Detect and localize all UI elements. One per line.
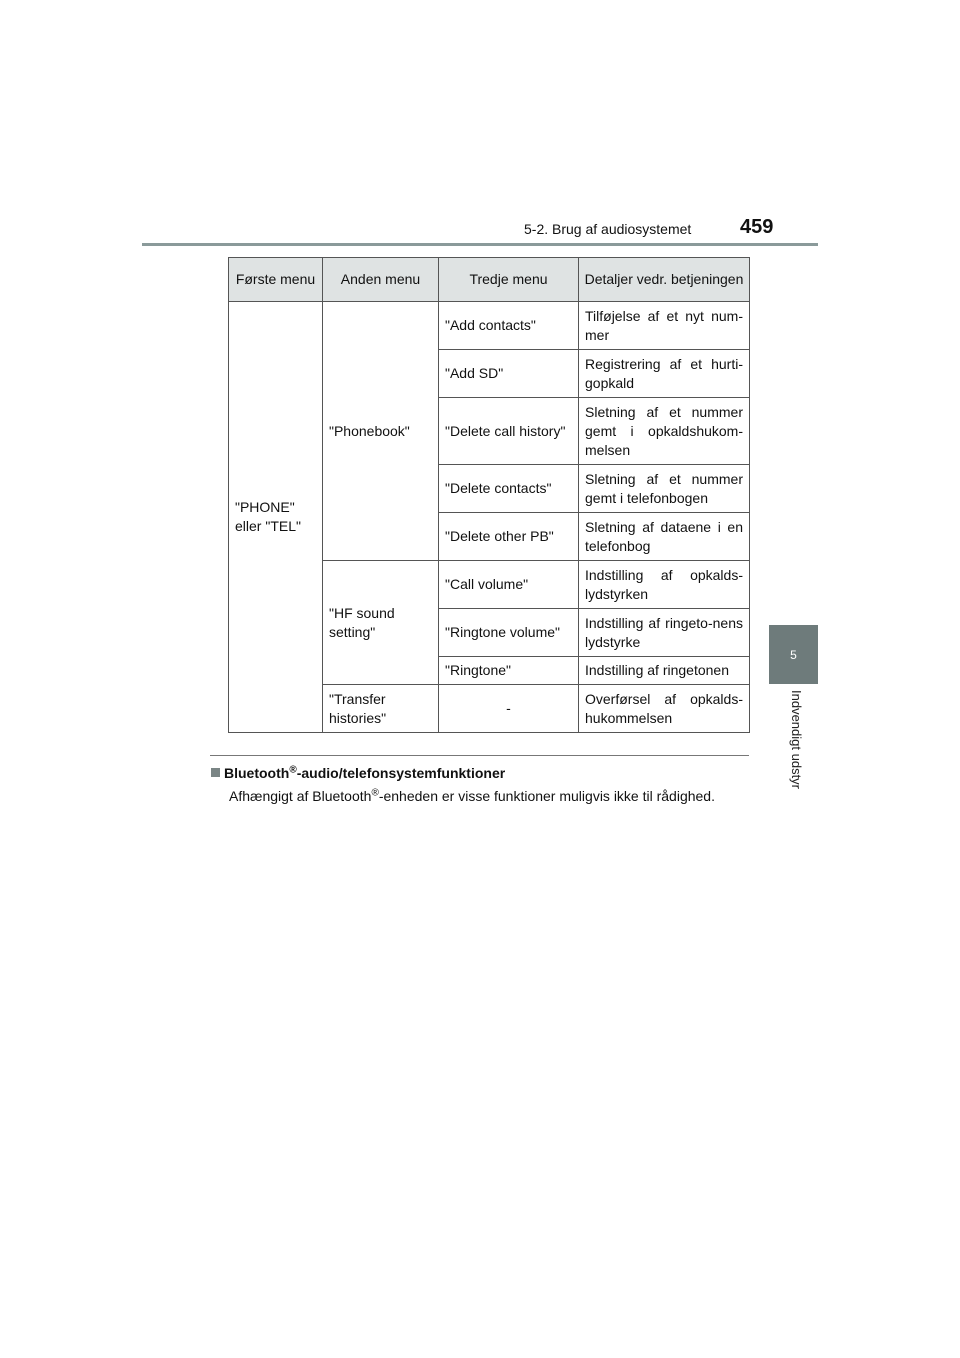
cell-third: "Delete other PB" bbox=[439, 513, 579, 561]
cell-third: "Delete contacts" bbox=[439, 465, 579, 513]
chapter-title: Indvendigt udstyr bbox=[789, 690, 804, 790]
note-divider bbox=[210, 755, 749, 756]
chapter-tab: 5 bbox=[769, 625, 818, 684]
note-body bbox=[229, 788, 715, 804]
bullet-square-icon bbox=[211, 768, 220, 777]
table-row bbox=[229, 302, 750, 350]
cell-third: - bbox=[439, 685, 579, 733]
section-title: 5-2. Brug af audiosystemet bbox=[524, 221, 692, 237]
cell-transfer: "Transfer histories" bbox=[323, 685, 439, 733]
note-title bbox=[211, 765, 505, 781]
cell-third: "Call volume" bbox=[439, 561, 579, 609]
cell-third: "Ringtone" bbox=[439, 657, 579, 685]
header-first-menu: Første menu bbox=[229, 258, 323, 302]
page-number: 459 bbox=[740, 216, 774, 238]
table-header-row bbox=[229, 258, 750, 302]
cell-third: "Add contacts" bbox=[439, 302, 579, 350]
cell-third: "Delete call history" bbox=[439, 398, 579, 465]
cell-details: Indstilling af ringetonen bbox=[579, 657, 750, 685]
cell-first-menu: "PHONE" eller "TEL" bbox=[229, 302, 323, 733]
note-body-end: -enheden er visse funktioner muligvis ikke til rådighed. bbox=[378, 788, 715, 804]
cell-phonebook: "Phonebook" bbox=[323, 302, 439, 561]
cell-details: Tilføjelse af et nyt num-mer bbox=[579, 302, 750, 350]
registered-mark: ® bbox=[371, 787, 379, 799]
registered-mark: ® bbox=[289, 764, 297, 776]
cell-details: Sletning af dataene i en telefonbog bbox=[579, 513, 750, 561]
cell-third: "Add SD" bbox=[439, 350, 579, 398]
cell-third: "Ringtone volume" bbox=[439, 609, 579, 657]
cell-details: Registrering af et hurti-gopkald bbox=[579, 350, 750, 398]
note-body-start: Afhængigt af Bluetooth bbox=[229, 788, 372, 804]
header-divider bbox=[142, 243, 818, 246]
cell-details: Overførsel af opkalds-hukommelsen bbox=[579, 685, 750, 733]
cell-details: Indstilling af opkalds-lydstyrken bbox=[579, 561, 750, 609]
cell-details: Indstilling af ringeto-nens lydstyrke bbox=[579, 609, 750, 657]
header-details: Detaljer vedr. betjeningen bbox=[579, 258, 750, 302]
cell-hf-sound: "HF sound setting" bbox=[323, 561, 439, 685]
cell-details: Sletning af et nummer gemt i opkaldshukom-melsen bbox=[579, 398, 750, 465]
header-third-menu: Tredje menu bbox=[439, 258, 579, 302]
menu-table bbox=[228, 257, 750, 733]
note-title-brand: Bluetooth bbox=[224, 765, 290, 781]
cell-details: Sletning af et nummer gemt i telefonbogen bbox=[579, 465, 750, 513]
header-second-menu: Anden menu bbox=[323, 258, 439, 302]
note-title-rest: -audio/telefonsystemfunktioner bbox=[296, 765, 506, 781]
